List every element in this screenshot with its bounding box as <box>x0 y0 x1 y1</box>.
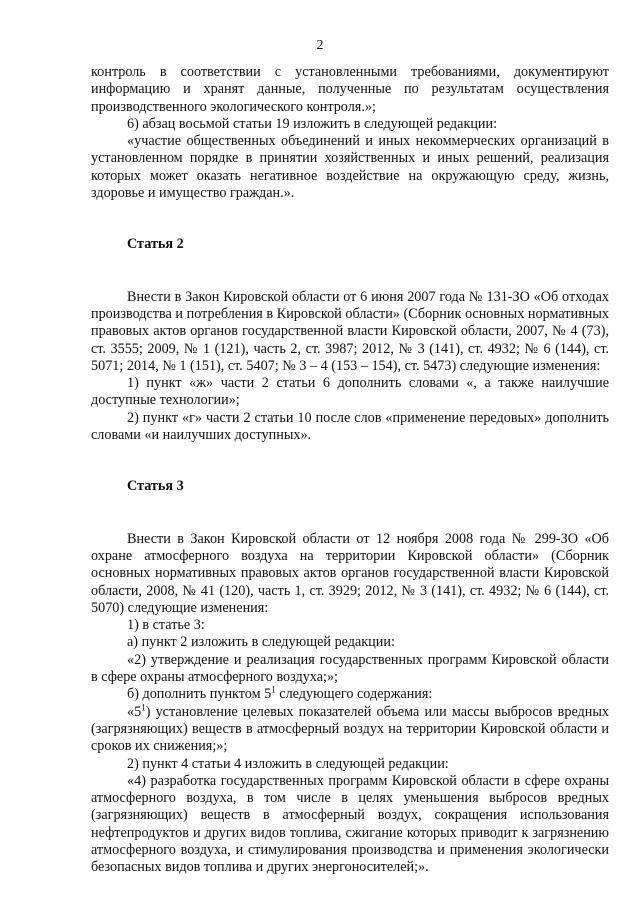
text-fragment: «5 <box>127 703 142 720</box>
paragraph <box>91 686 609 703</box>
superscript: 1 <box>271 684 276 695</box>
paragraph: «участие общественных объединений и иных некоммерческих организаций в установленном порядке в принятии хозяйственных и иных решений, реализация которых может оказать негативное воздействие на окружающую среду, жизнь, здоровье и имущество граждан.». <box>91 133 609 202</box>
document-body <box>91 64 609 877</box>
article-3-heading: Статья 3 <box>127 478 184 495</box>
paragraph <box>91 701 609 756</box>
text-fragment: ) установление целевых показателей объема или массы выбросов вредных (загрязняющих) веществ в атмосферный воздух на территории Кировской области и сроков их снижения;»; <box>91 703 609 755</box>
text-fragment: б) дополнить пунктом 5 <box>127 686 272 703</box>
paragraph: 2) пункт «г» части 2 статьи 10 после слов «применение передовых» дополнить словами «и наилучших доступных». <box>91 409 609 444</box>
paragraph: Внести в Закон Кировской области от 12 ноября 2008 года № 299-ЗО «Об охране атмосферного воздуха на территории Кировской области» (Сборник основных нормативных правовых актов органов государственной власти Кировской области, 2008, № 41 (120), часть 1, ст. 3929; 2012, № 3 (141), ст. 4932; № 6 (144), ст. 5070) следующие изменения: <box>91 530 609 616</box>
page-number: 2 <box>316 38 324 53</box>
paragraph: 1) пункт «ж» части 2 статьи 6 дополнить словами «, а также наилучшие доступные технологии»; <box>91 375 609 409</box>
paragraph: 2) пункт 4 статьи 4 изложить в следующей редакции: <box>127 755 449 772</box>
paragraph: 1) в статье 3: <box>127 617 205 634</box>
paragraph: а) пункт 2 изложить в следующей редакции: <box>127 634 395 651</box>
text-fragment: следующего содержания: <box>275 686 433 703</box>
paragraph: «2) утверждение и реализация государственных программ Кировской области в сфере охраны атмосферного воздуха;»; <box>91 651 609 686</box>
paragraph: Внести в Закон Кировской области от 6 июня 2007 года № 131-ЗО «Об отходах производства и потребления в Кировской области» (Сборник основных нормативных правовых актов органов государственной власти Кировской области, 2007, № 4 (73), ст. 3555; 2009, № 1 (121), часть 2, ст. 3987; 2012, № 3 (141), ст. 4932; № 6 (144), ст. 5071; 2014, № 1 (151), ст. 5407; № 3 – 4 (153 – 154), ст. 5473) следующие изменения: <box>91 288 609 374</box>
article-2-heading: Статья 2 <box>127 236 184 253</box>
superscript: 1 <box>141 701 146 712</box>
paragraph: контроль в соответствии с установленными требованиями, документируют информацию и хранят данные, полученные по результатам осуществления производственного экологического контроля.»; <box>91 64 609 115</box>
paragraph: 6) абзац восьмой статьи 19 изложить в следующей редакции: <box>127 115 498 132</box>
paragraph: «4) разработка государственных программ Кировской области в сфере охраны атмосферного воздуха, в том числе в целях уменьшения выбросов вредных (загрязняющих) веществ в атмосферный воздух, сокращения использования нефтепродуктов и других видов топлива, сжигание которых приводит к загрязнению атмосферного воздуха, и стимулирования производства и применения экологически безопасных видов топлива и других энергоносителей;». <box>91 772 609 876</box>
